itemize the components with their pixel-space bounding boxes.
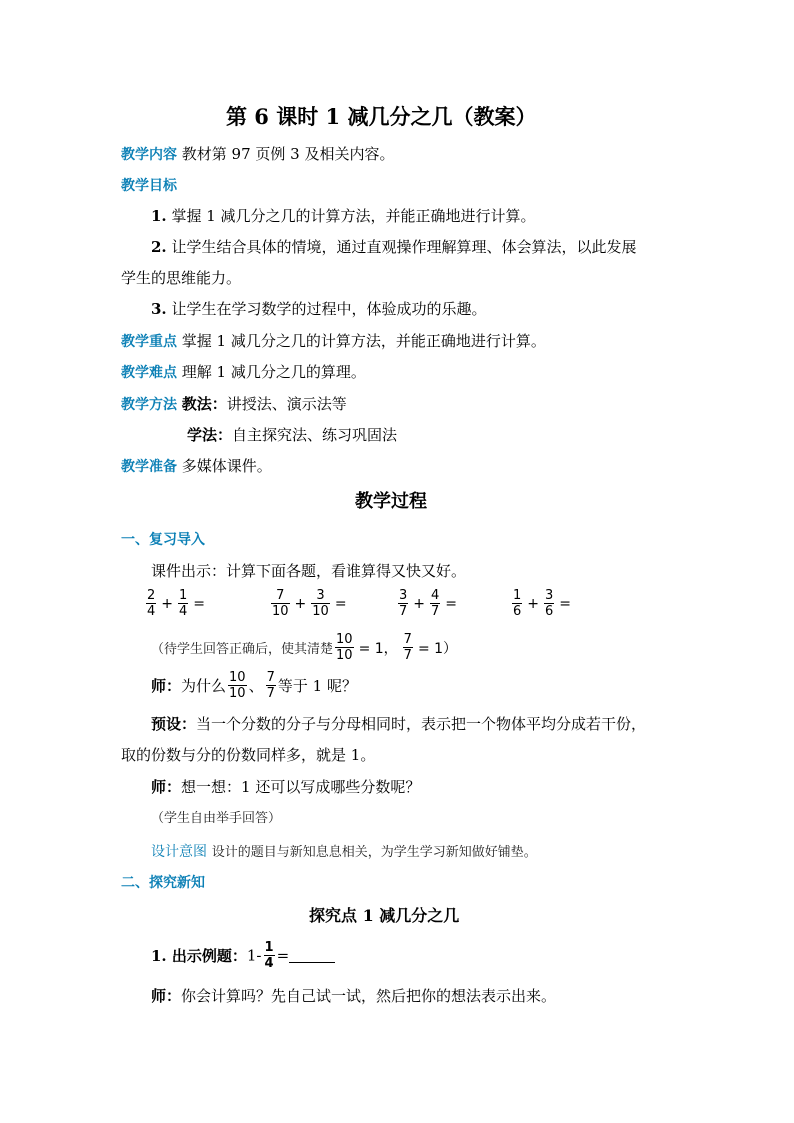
design-label: 设计意图 [151,844,207,860]
fraction: $\frac{2}{4}$ [147,588,156,619]
method-teach-text: 讲授法、演示法等 [226,395,347,413]
question-1 [151,670,357,701]
goal-3-text: 让学生在学习数学的过程中，体验成功的乐趣。 [171,300,487,318]
fraction: $\frac{7}{7}$ [403,632,412,663]
question-1-sep: 、 [248,677,264,695]
example-1 [151,940,335,971]
process-title: 教学过程 [355,491,427,512]
content-label: 教学内容 [121,147,177,163]
plus-sign: + [294,595,307,612]
goal-2-num: 2. [151,238,167,256]
exercise-2 [269,588,350,619]
goal-1-num: 1. [151,207,167,225]
goal-2-text-a: 让学生结合具体的情境，通过直观操作理解算理、体会算法，以此发展 [171,238,637,256]
prep-row [121,456,272,477]
fraction: $\frac{4}{7}$ [431,588,440,619]
preset-line-2: 取的份数与分的份数同样多，就是 1。 [121,746,376,764]
exercise-1 [144,588,208,619]
preset-line-1 [151,714,646,734]
content-text: 教材第 97 页例 3 及相关内容。 [181,145,395,163]
question-1-text-c: 等于 1 呢？ [277,677,357,695]
courseware-line: 课件出示：计算下面各题，看谁算得又快又好。 [151,562,467,580]
answer-blank [289,948,335,963]
section-2-title-text: 二、探究新知 [121,875,205,891]
fraction: $\frac{1}{6}$ [513,588,522,619]
design-text: 设计的题目与新知息息相关，为学生学习新知做好铺垫。 [211,845,537,860]
method-row [121,394,347,415]
key-row [121,331,546,352]
equals-sign: = [445,595,458,612]
method-label: 教学方法 [121,397,177,413]
design-row [151,841,537,863]
plus-sign: + [161,595,174,612]
method-learn-row [187,425,397,445]
prep-text: 多媒体课件。 [181,457,272,475]
goal-2-line-1 [151,237,636,257]
exercise-3 [396,588,460,619]
teacher-label: 师： [151,987,182,1005]
fraction: $\frac{7}{10}$ [272,588,289,619]
equals-sign: = [276,946,290,965]
difficulty-label: 教学难点 [121,365,177,381]
method-learn-text: 自主探究法、练习巩固法 [232,426,398,444]
prep-label: 教学准备 [121,459,177,475]
fraction: $\frac{10}{10}$ [336,632,353,663]
goal-1 [151,206,536,226]
fraction: $\frac{3}{7}$ [399,588,408,619]
plus-sign: + [527,595,540,612]
section-2-title [121,872,205,893]
fraction: $\frac{3}{10}$ [312,588,329,619]
example-1-expr: 1- [246,946,262,965]
note-1-eq-2: = 1） [417,640,458,657]
page-title: 第 6 课时 1 减几分之几（教案） [226,104,537,129]
question-2 [151,777,420,797]
explore-title: 探究点 1 减几分之几 [309,906,460,925]
note-2: （学生自由举手回答） [151,811,282,826]
fraction: $\frac{7}{7}$ [266,670,275,701]
question-1-text-a: 为什么 [181,677,227,695]
equals-sign: = [193,595,206,612]
teacher-label: 师： [151,677,182,695]
key-label: 教学重点 [121,334,177,350]
question-2-text: 想一想：1 还可以写成哪些分数呢？ [181,778,421,796]
teacher-label: 师： [151,778,182,796]
example-1-label: 1. 出示例题： [151,947,247,965]
goal-2-line-2: 学生的思维能力。 [121,269,242,287]
fraction: $\frac{10}{10}$ [229,670,246,701]
goals-label-text: 教学目标 [121,178,177,194]
goal-3 [151,299,486,319]
note-1 [151,632,460,663]
section-1-title-text: 一、复习导入 [121,532,205,548]
content-row [121,144,395,165]
fraction: $\frac{1}{4}$ [179,588,188,619]
goals-label [121,175,177,196]
goal-3-num: 3. [151,300,167,318]
fraction: $\frac{3}{6}$ [545,588,554,619]
difficulty-row [121,362,366,383]
equals-sign: = [334,595,347,612]
preset-text-a: 当一个分数的分子与分母相同时，表示把一个物体平均分成若干份， [196,715,647,733]
question-3 [151,986,556,1006]
plus-sign: + [413,595,426,612]
section-1-title [121,529,205,550]
difficulty-text: 理解 1 减几分之几的算理。 [181,363,366,381]
exercise-4 [510,588,574,619]
note-1-eq-1: = 1， [358,640,398,657]
method-teach-label: 教法： [181,395,227,413]
goal-1-text: 掌握 1 减几分之几的计算方法，并能正确地进行计算。 [171,207,536,225]
question-3-text: 你会计算吗？先自己试一试，然后把你的想法表示出来。 [181,987,557,1005]
fraction: $\frac{1}{4}$ [264,940,274,971]
method-learn-label: 学法： [187,426,233,444]
key-text: 掌握 1 减几分之几的计算方法，并能正确地进行计算。 [181,332,546,350]
equals-sign: = [559,595,572,612]
preset-label: 预设： [151,715,197,733]
note-1-text: （待学生回答正确后，使其清楚 [151,642,334,657]
